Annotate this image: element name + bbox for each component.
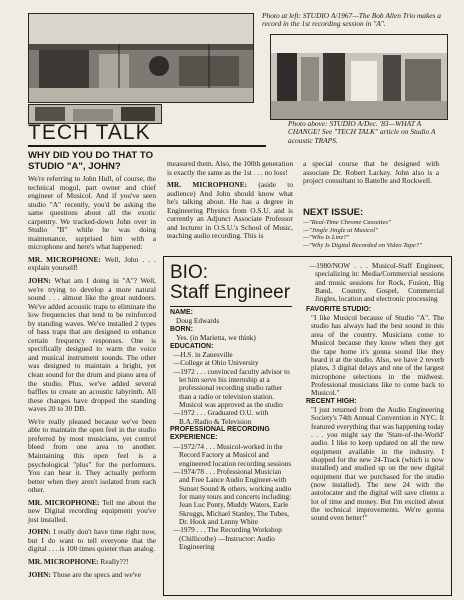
tt-c1-p4 (28, 499, 156, 525)
next-issue-item: —"Why Is Digital Recorded on Video Tape?" (303, 241, 422, 249)
education-item: —H.S. in Zanesville (173, 350, 233, 359)
speaker-label: MR. MICROPHONE: (167, 180, 248, 190)
speaker-label: MR. MICROPHONE: (28, 254, 101, 264)
favorite-studio-text: "I like Musicol because of Studio "A". The studio has always had the best sound in this area of the country. Musicians come to Musicol because they know when they get the tape home it's gonna sound like they heard it at the studio. Also, we have 2 reverb plates, 3 digital delays and one of the largest microphone selections in the midwest. Professional musicians like to come back to Musicol." (311, 314, 444, 398)
name-label: NAME: (170, 309, 193, 316)
tt-c1-p6 (28, 558, 156, 567)
tt-c1-p2 (28, 277, 156, 414)
photo-studio-a-1967 (28, 13, 254, 103)
tech-talk-title: TECH TALK (28, 121, 151, 144)
bio-title (170, 263, 295, 303)
born-value: Yes. (in Marietta, we think) (176, 334, 256, 343)
education-item: —College at Ohio University (173, 359, 259, 368)
tt-c1-p1 (28, 256, 156, 273)
tt-c3-text: a special course that he designed with associate Dr. Robert Lackey. John also is a project consultant to Battelle and Rockwell. (303, 159, 439, 186)
tt-c1-text: We're really pleased because we've been able to maintain the open feel in the studio preferred by most musicians, yet control bleed from one area to another. Maintaining this open feel is a psychological "plus" for the performers. You can hear it. They actually perform better when they aren't isolated from each other. (28, 416, 156, 495)
tt-c2-p1 (167, 181, 293, 241)
next-issue-list (303, 219, 443, 249)
tt-c2-text: (aside to audience) And John should know what he's talking about. He has a degree in Engineering Physics from O.S.U. and is currently an Adjunct Associate Professor and lecturer in O.S.U.'s School of Music, teaching audio recording. This is (167, 180, 293, 241)
speaker-label: MR. MICROPHONE: (28, 497, 100, 507)
tt-c1-text: We're referring to John Hull, of course, the technical mogul, part owner and chief engineer of Musicol. And if you've seen studio "A" recently, you'd be asking the same questions about all the exotic carpentry. We tracked-down John over in Studio "B" while he was doing maintenance, surprised him with a microphone and here's what happened: (28, 174, 156, 252)
speaker-label: MR. MICROPHONE: (28, 556, 99, 566)
bio-column-1 (170, 309, 293, 551)
photo-studio-a-1983 (270, 34, 448, 120)
next-issue-title: NEXT ISSUE: (303, 207, 364, 218)
tt-c1-text: What am I doing in "A"? Well, we're trying to develop a more natural sound . . . almost like the great outdoors. We've added acoustic traps to eliminate the low frequencies that tend to be reinforced by standing waves. We've installed 2 types of bass traps that are designed to enhance certain frequency responses. One is specifically designed to warm the voice and musical instrument sounds. The other was designed to maintain a bright, yet clean sound for the drum and piano area of the studio. Plus, we've added several baffles to create an acoustic labyrinth. All these changes have dropped the standing waves 20 to 30 DB. (28, 276, 156, 414)
bio-heading: BIO: (170, 262, 209, 283)
recent-high-text: "I just returned from the Audio Engineering Society's 74th Annual Convention in NYC. It featured everything that was happening today . . . you might say the 'State-of-the-World' audio. I like to keep updated on all the new equipment available in the industry. I shopped for the new 24-Track (which is now installed) and studied up on the new digital equipment that we purchased for the studio (now installed). The new 24 with the autolocater and the digital will save clients a lot of time and money. But I'm excited about the technical improvements. We're gonna sound even better!" (311, 405, 444, 523)
next-issue-item: —"Who Is Linz?" (303, 234, 350, 242)
tech-talk-column-2 (167, 160, 293, 245)
tt-c1-text: I really don't have time right now, but I do want to tell everyone that the digital . . . is 100 times quieter than analog. (28, 527, 156, 554)
bio-title-rule (170, 306, 292, 307)
tech-talk-column-1 (28, 175, 156, 583)
tt-c2-p0 (167, 160, 293, 177)
recent-high-label: RECENT HIGH: (306, 397, 357, 405)
speaker-label: JOHN: (28, 527, 51, 537)
tt-c1-p7 (28, 571, 156, 580)
education-label: EDUCATION: (170, 342, 214, 350)
tt-c1-p0 (28, 175, 156, 252)
title-rule (28, 145, 266, 147)
experience-item: —1974/78 . . . Professional Musician and Free Lance Audio Engineer-with Sunset Sound & others, working audio for many tours and concerts including: Jean Luc Ponty, Muddy Waters, Earle Skruggs, Michael Stanley, The Tubes, Dr. Hook and Lenny White (173, 467, 292, 526)
tt-c2-text: measured them. Also, the 100th generation is exactly the same as the 1st . . . no loss! (167, 159, 293, 177)
tt-c3-p0 (303, 160, 439, 186)
next-issue-item: —"Jingle Jingle at Musicol" (303, 226, 378, 234)
photo-top-caption: Photo at left: STUDIO A/1967—The Bob Allen Trio makes a record in the 1st recording session in "A". (262, 11, 441, 29)
name-value: Doug Edwards (176, 317, 220, 326)
tech-talk-column-3 (303, 160, 439, 190)
tt-c1-text: Those are the specs and we've (52, 569, 141, 579)
born-label: BORN: (170, 325, 193, 333)
experience-label: PROFESSIONAL RECORDING EXPERIENCE: (170, 426, 270, 442)
current-role: —1980/NOW . . . Musicol-Staff Engineer, specializing in: Media/Commercial sessions and music sessions for Rock, Fusion, Big Band, Country, Gospel, Commercial Jingles, location and electronic processing (309, 262, 444, 304)
tt-c1-text: Tell me about the new Digital recording equipment you've just installed. (28, 497, 156, 524)
education-item: —1972 . . . convinced faculty advisor to let him serve his internship at a professional recording studio rather than a radio or television station. Musicol was approved as the studio (173, 367, 290, 409)
tech-talk-headline: WHY DID YOU DO THAT TO STUDIO "A", JOHN? (28, 150, 154, 172)
next-issue-item: —"Real-Time Chrome Cassettes" (303, 219, 391, 226)
speaker-label: JOHN: (28, 569, 51, 579)
favorite-studio-label: FAVORITE STUDIO: (306, 305, 372, 313)
speaker-label: JOHN: (28, 276, 51, 286)
tt-c1-p3 (28, 418, 156, 495)
tt-c1-text: Really??! (100, 556, 129, 566)
tt-c1-text: Well, John . . . explain yourself! (28, 254, 156, 273)
experience-item: —1972/74 . . . Musicol-worked in the Record Factory at Musicol and engineered location recording sessions (173, 442, 292, 468)
tt-c1-p5 (28, 528, 156, 554)
photo-bottom-caption: Photo above: STUDIO A/Dec. '83—WHAT A CHANGE! See "TECH TALK" article on Studio A acoustic TRAPS. (288, 119, 436, 145)
bio-column-2 (306, 262, 444, 523)
education-item: —1972 . . . Graduated O.U. with B.A./Radio & Television (173, 409, 269, 426)
experience-item: —1979 . . . The Recording Workshop (Chillicothe) —Instructor: Audio Engineering (173, 526, 282, 551)
bio-subheading: Staff Engineer (170, 282, 291, 303)
